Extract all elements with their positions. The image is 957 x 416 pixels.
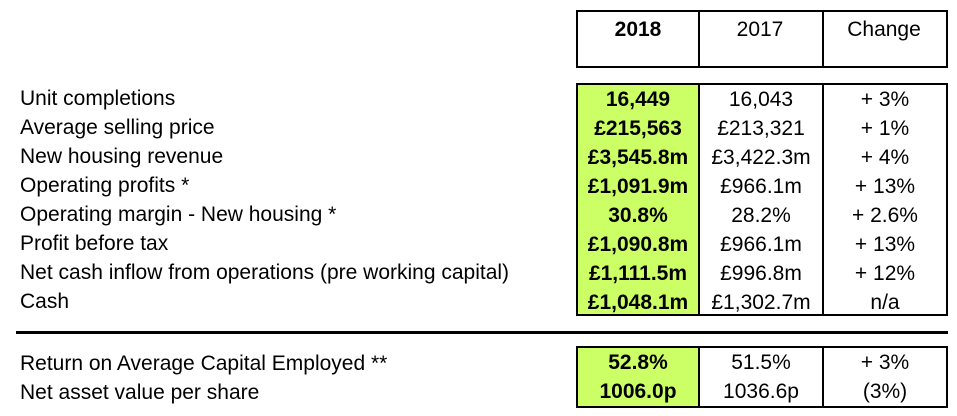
value-2017: 28.2% <box>731 204 791 227</box>
value-2018: £1,091.9m <box>587 175 689 198</box>
value-2017: 51.5% <box>731 351 791 374</box>
value-change: n/a <box>870 291 900 314</box>
returns-2018-column <box>576 346 700 408</box>
metric-label: Profit before tax <box>20 232 169 255</box>
value-2017: £1,302.7m <box>711 291 811 314</box>
value-2017: £213,321 <box>717 117 805 140</box>
value-2018: 1006.0p <box>599 380 677 403</box>
value-2018: 52.8% <box>608 351 668 374</box>
value-2017: £966.1m <box>720 175 802 198</box>
value-2018: £3,545.8m <box>587 146 689 169</box>
value-2017: £3,422.3m <box>711 146 811 169</box>
return-label: Net asset value per share <box>20 381 260 404</box>
metrics-2018-column <box>576 83 700 316</box>
value-change: + 3% <box>860 88 910 111</box>
metrics-change-column <box>822 83 948 316</box>
section-divider <box>16 331 948 334</box>
value-2018: 16,449 <box>605 88 671 111</box>
value-2017: £966.1m <box>720 233 802 256</box>
header-2018-label: 2018 <box>614 18 662 41</box>
value-2017: 16,043 <box>728 88 794 111</box>
return-label: Return on Average Capital Employed ** <box>20 352 388 375</box>
metric-label: Net cash inflow from operations (pre working capital) <box>20 261 510 284</box>
metric-label: New housing revenue <box>20 145 224 168</box>
value-change: + 12% <box>854 262 916 285</box>
header-2017 <box>698 10 824 68</box>
metric-label: Unit completions <box>20 87 176 110</box>
metric-label: Operating margin - New housing * <box>20 203 337 226</box>
returns-change-column <box>822 346 948 408</box>
value-2017: 1036.6p <box>723 380 799 403</box>
header-change-label: Change <box>847 18 921 41</box>
header-change <box>822 10 948 68</box>
value-change: + 13% <box>854 175 916 198</box>
metric-label: Average selling price <box>20 116 215 139</box>
value-change: + 3% <box>860 351 910 374</box>
metric-label: Operating profits * <box>20 174 190 197</box>
value-2018: £1,090.8m <box>587 233 689 256</box>
value-change: + 2.6% <box>852 204 918 227</box>
metric-label: Cash <box>20 290 70 313</box>
metrics-2017-column <box>698 83 824 316</box>
value-change: + 13% <box>854 233 916 256</box>
value-2018: £1,048.1m <box>587 291 689 314</box>
value-2018: £1,111.5m <box>588 262 688 285</box>
value-change: + 1% <box>860 117 910 140</box>
value-2018: £215,563 <box>594 117 682 140</box>
header-2017-label: 2017 <box>736 18 784 41</box>
value-2017: £996.8m <box>720 262 802 285</box>
returns-2017-column <box>698 346 824 408</box>
header-2018 <box>576 10 700 68</box>
value-change: (3%) <box>862 380 908 403</box>
value-2018: 30.8% <box>608 204 668 227</box>
value-change: + 4% <box>860 146 910 169</box>
